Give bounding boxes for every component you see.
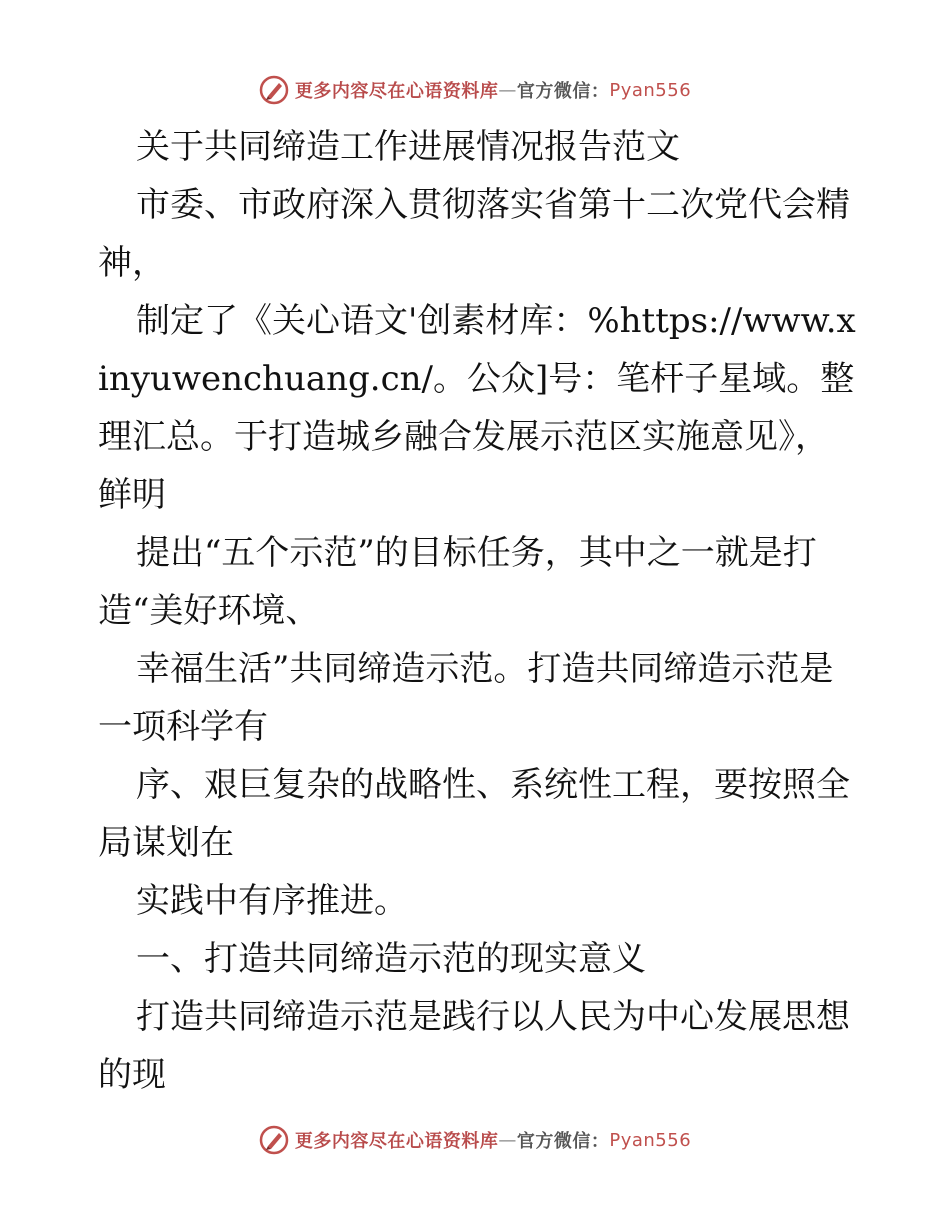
banner-account: Pyan556 — [609, 79, 692, 101]
banner-wechat-label: 官方微信： — [516, 1131, 610, 1152]
banner-wechat-label: 官方微信： — [516, 81, 610, 102]
banner-dash: — — [498, 79, 517, 101]
pen-logo-icon — [259, 75, 289, 105]
footer-banner — [0, 1120, 950, 1160]
header-banner — [0, 70, 950, 110]
paragraph: 提出“五个示范”的目标任务，其中之一就是打造“美好环境、 — [98, 533, 817, 631]
document-body — [98, 118, 858, 1104]
document-title: 关于共同缔造工作进展情况报告范文 — [136, 127, 680, 167]
paragraph: 制定了《关心语文'创素材库：%https://www.xinyuwenchuang.cn/。公众]号：笔杆子星域。整理汇总。于打造城乡融合发展示范区实施意见》，鲜明 — [98, 301, 856, 515]
banner-dash: — — [498, 1129, 517, 1151]
paragraph: 打造共同缔造示范是践行以人民为中心发展思想的现 — [98, 997, 850, 1095]
paragraph: 实践中有序推进。 — [136, 881, 408, 921]
paragraph: 幸福生活”共同缔造示范。打造共同缔造示范是一项科学有 — [98, 649, 834, 747]
banner-account: Pyan556 — [609, 1129, 692, 1151]
banner-brand: 更多内容尽在心语资料库 — [294, 81, 499, 102]
pen-logo-icon — [259, 1125, 289, 1155]
section-heading: 一、打造共同缔造示范的现实意义 — [136, 939, 646, 979]
paragraph: 市委、市政府深入贯彻落实省第十二次党代会精神， — [98, 185, 850, 283]
paragraph: 序、艰巨复杂的战略性、系统性工程，要按照全局谋划在 — [98, 765, 850, 863]
banner-brand: 更多内容尽在心语资料库 — [294, 1131, 499, 1152]
